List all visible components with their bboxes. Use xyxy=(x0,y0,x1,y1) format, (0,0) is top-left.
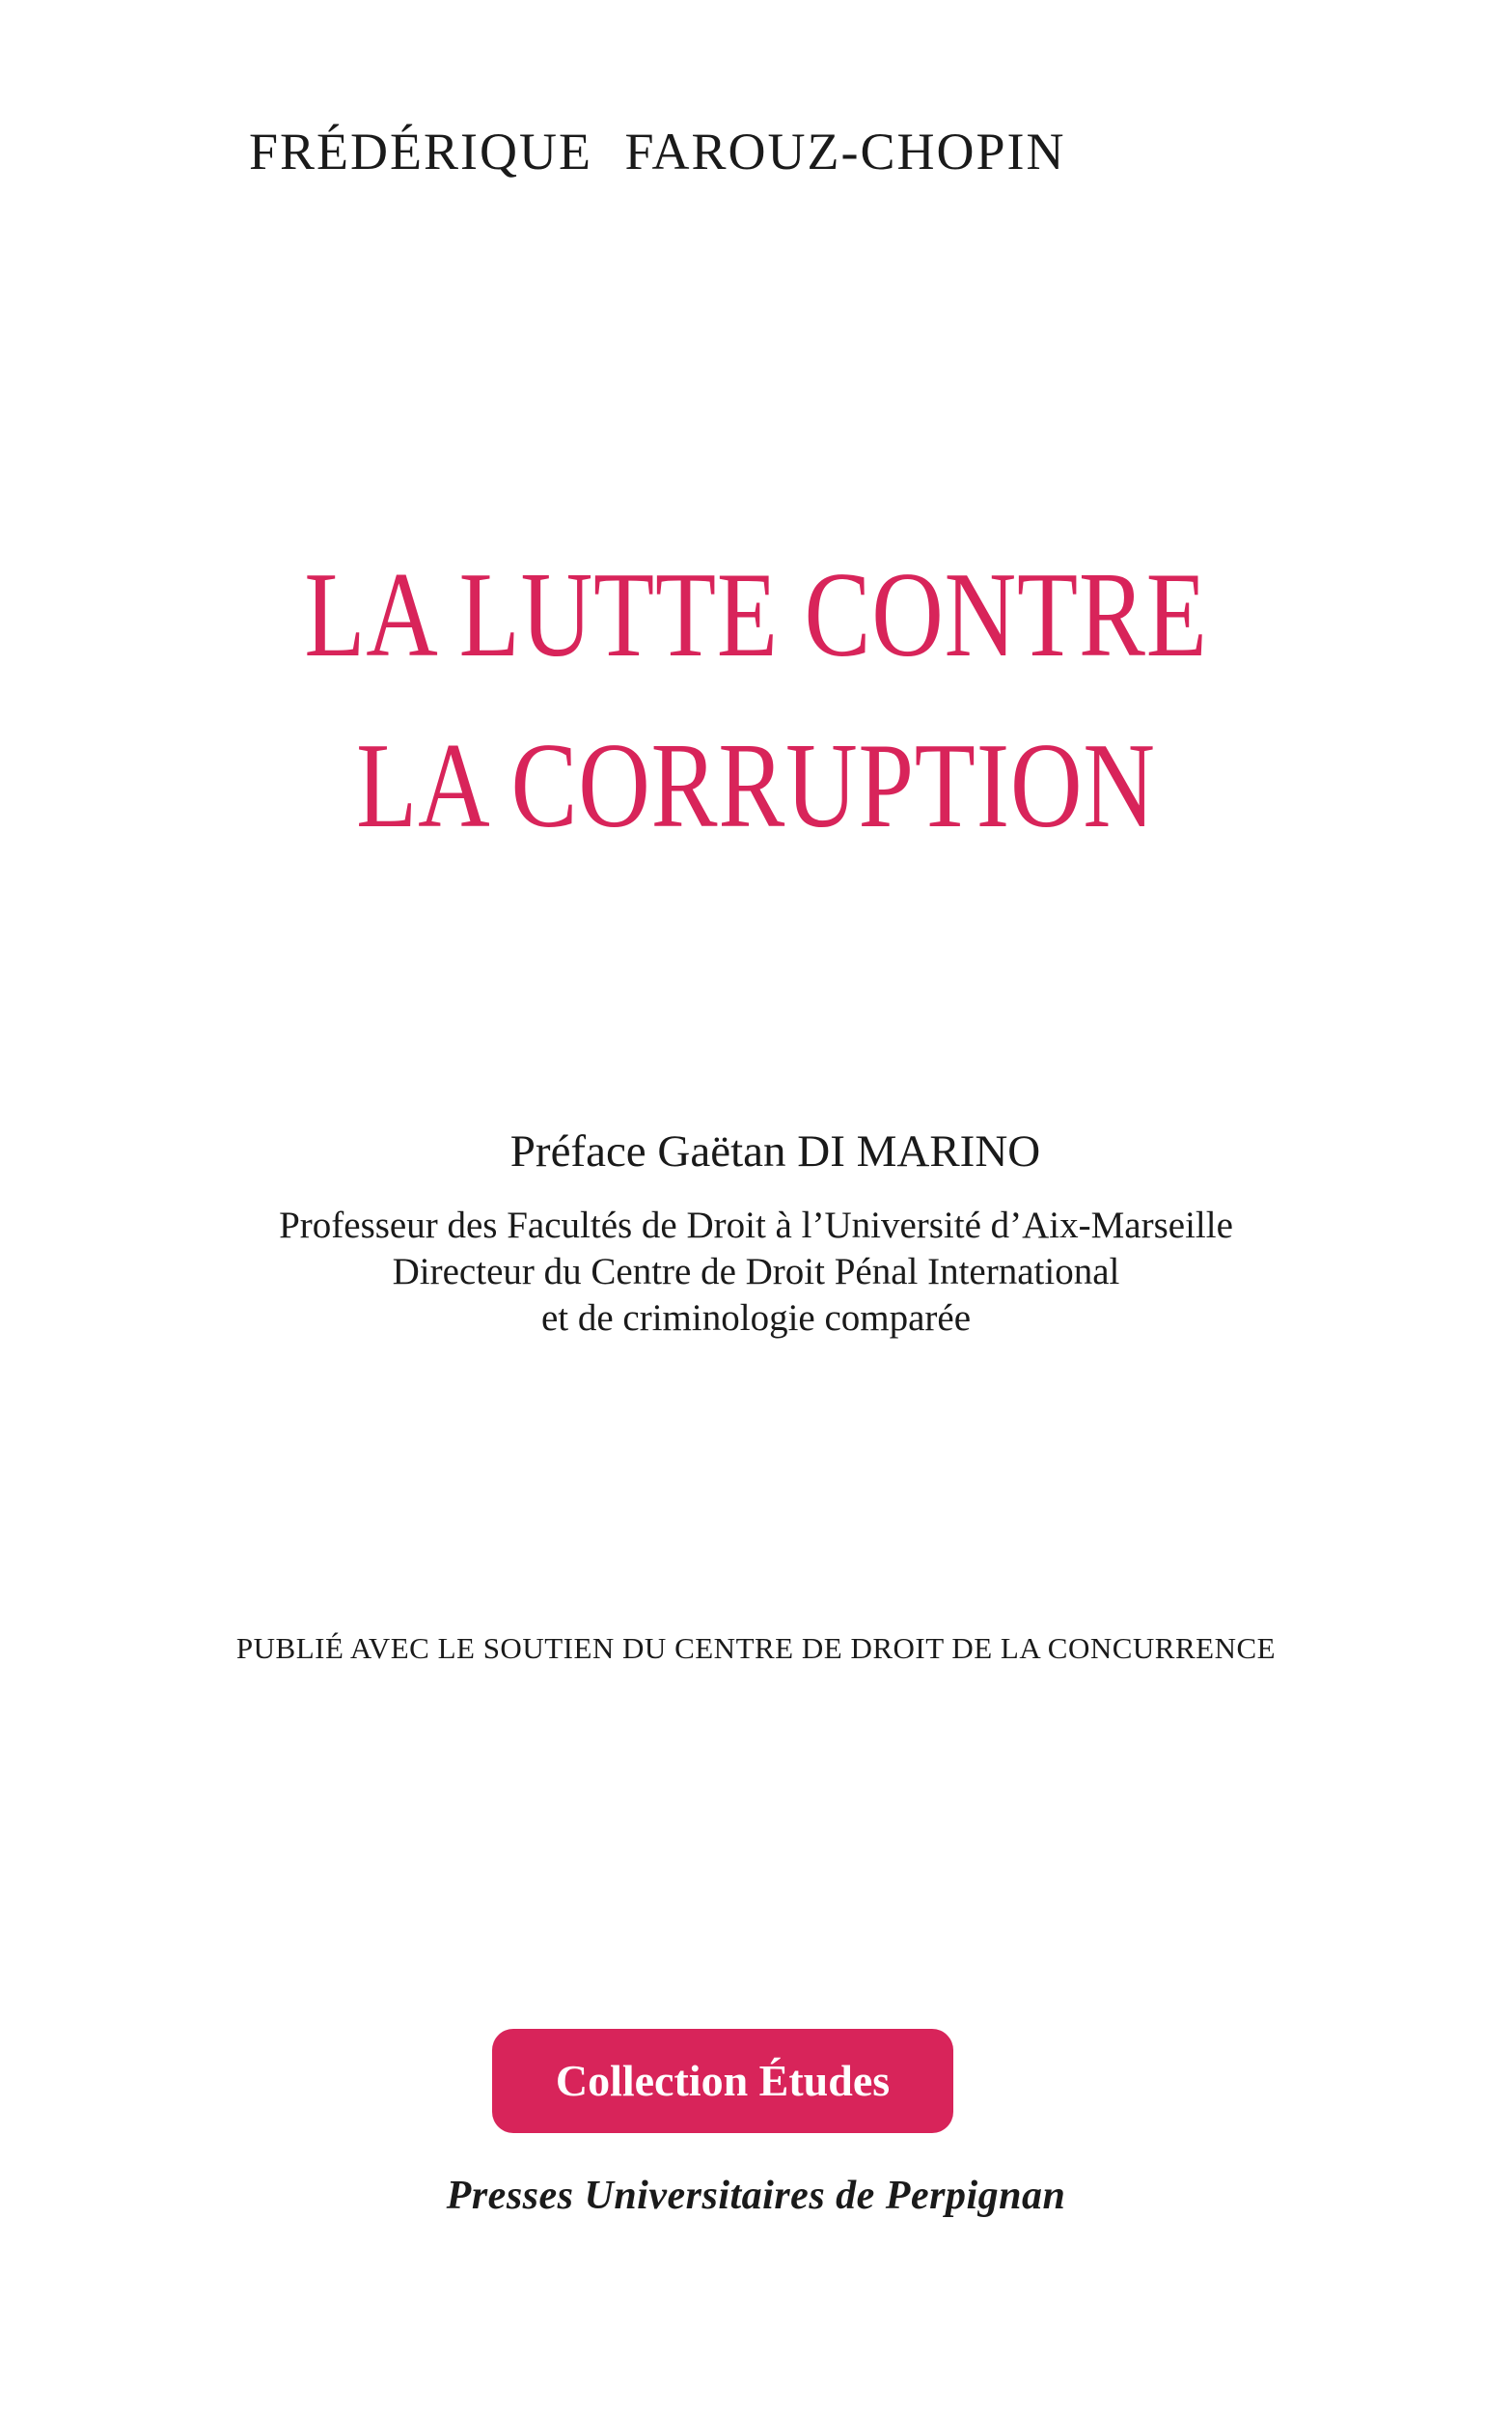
book-title-line-1: LA LUTTE CONTRE xyxy=(304,548,1208,682)
preface-affiliation-line: Professeur des Facultés de Droit à l’Université d’Aix-Marseille xyxy=(279,1205,1233,1246)
preface-heading: Préface Gaëtan DI MARINO xyxy=(509,1126,1041,1177)
author-name: FRÉDÉRIQUE FAROUZ-CHOPIN xyxy=(249,123,1066,180)
support-note: PUBLIÉ AVEC LE SOUTIEN DU CENTRE DE DROIT DE LA CONCURRENCE xyxy=(235,1631,1277,1665)
preface-affiliation-line: Directeur du Centre de Droit Pénal International xyxy=(392,1251,1120,1292)
preface-affiliation-line: et de criminologie comparée xyxy=(540,1297,972,1339)
publisher-name: Presses Universitaires de Perpignan xyxy=(446,2174,1066,2218)
collection-label: Collection Études xyxy=(555,2056,891,2105)
book-title-line-2: LA CORRUPTION xyxy=(356,719,1156,853)
collection-badge xyxy=(492,2029,953,2133)
